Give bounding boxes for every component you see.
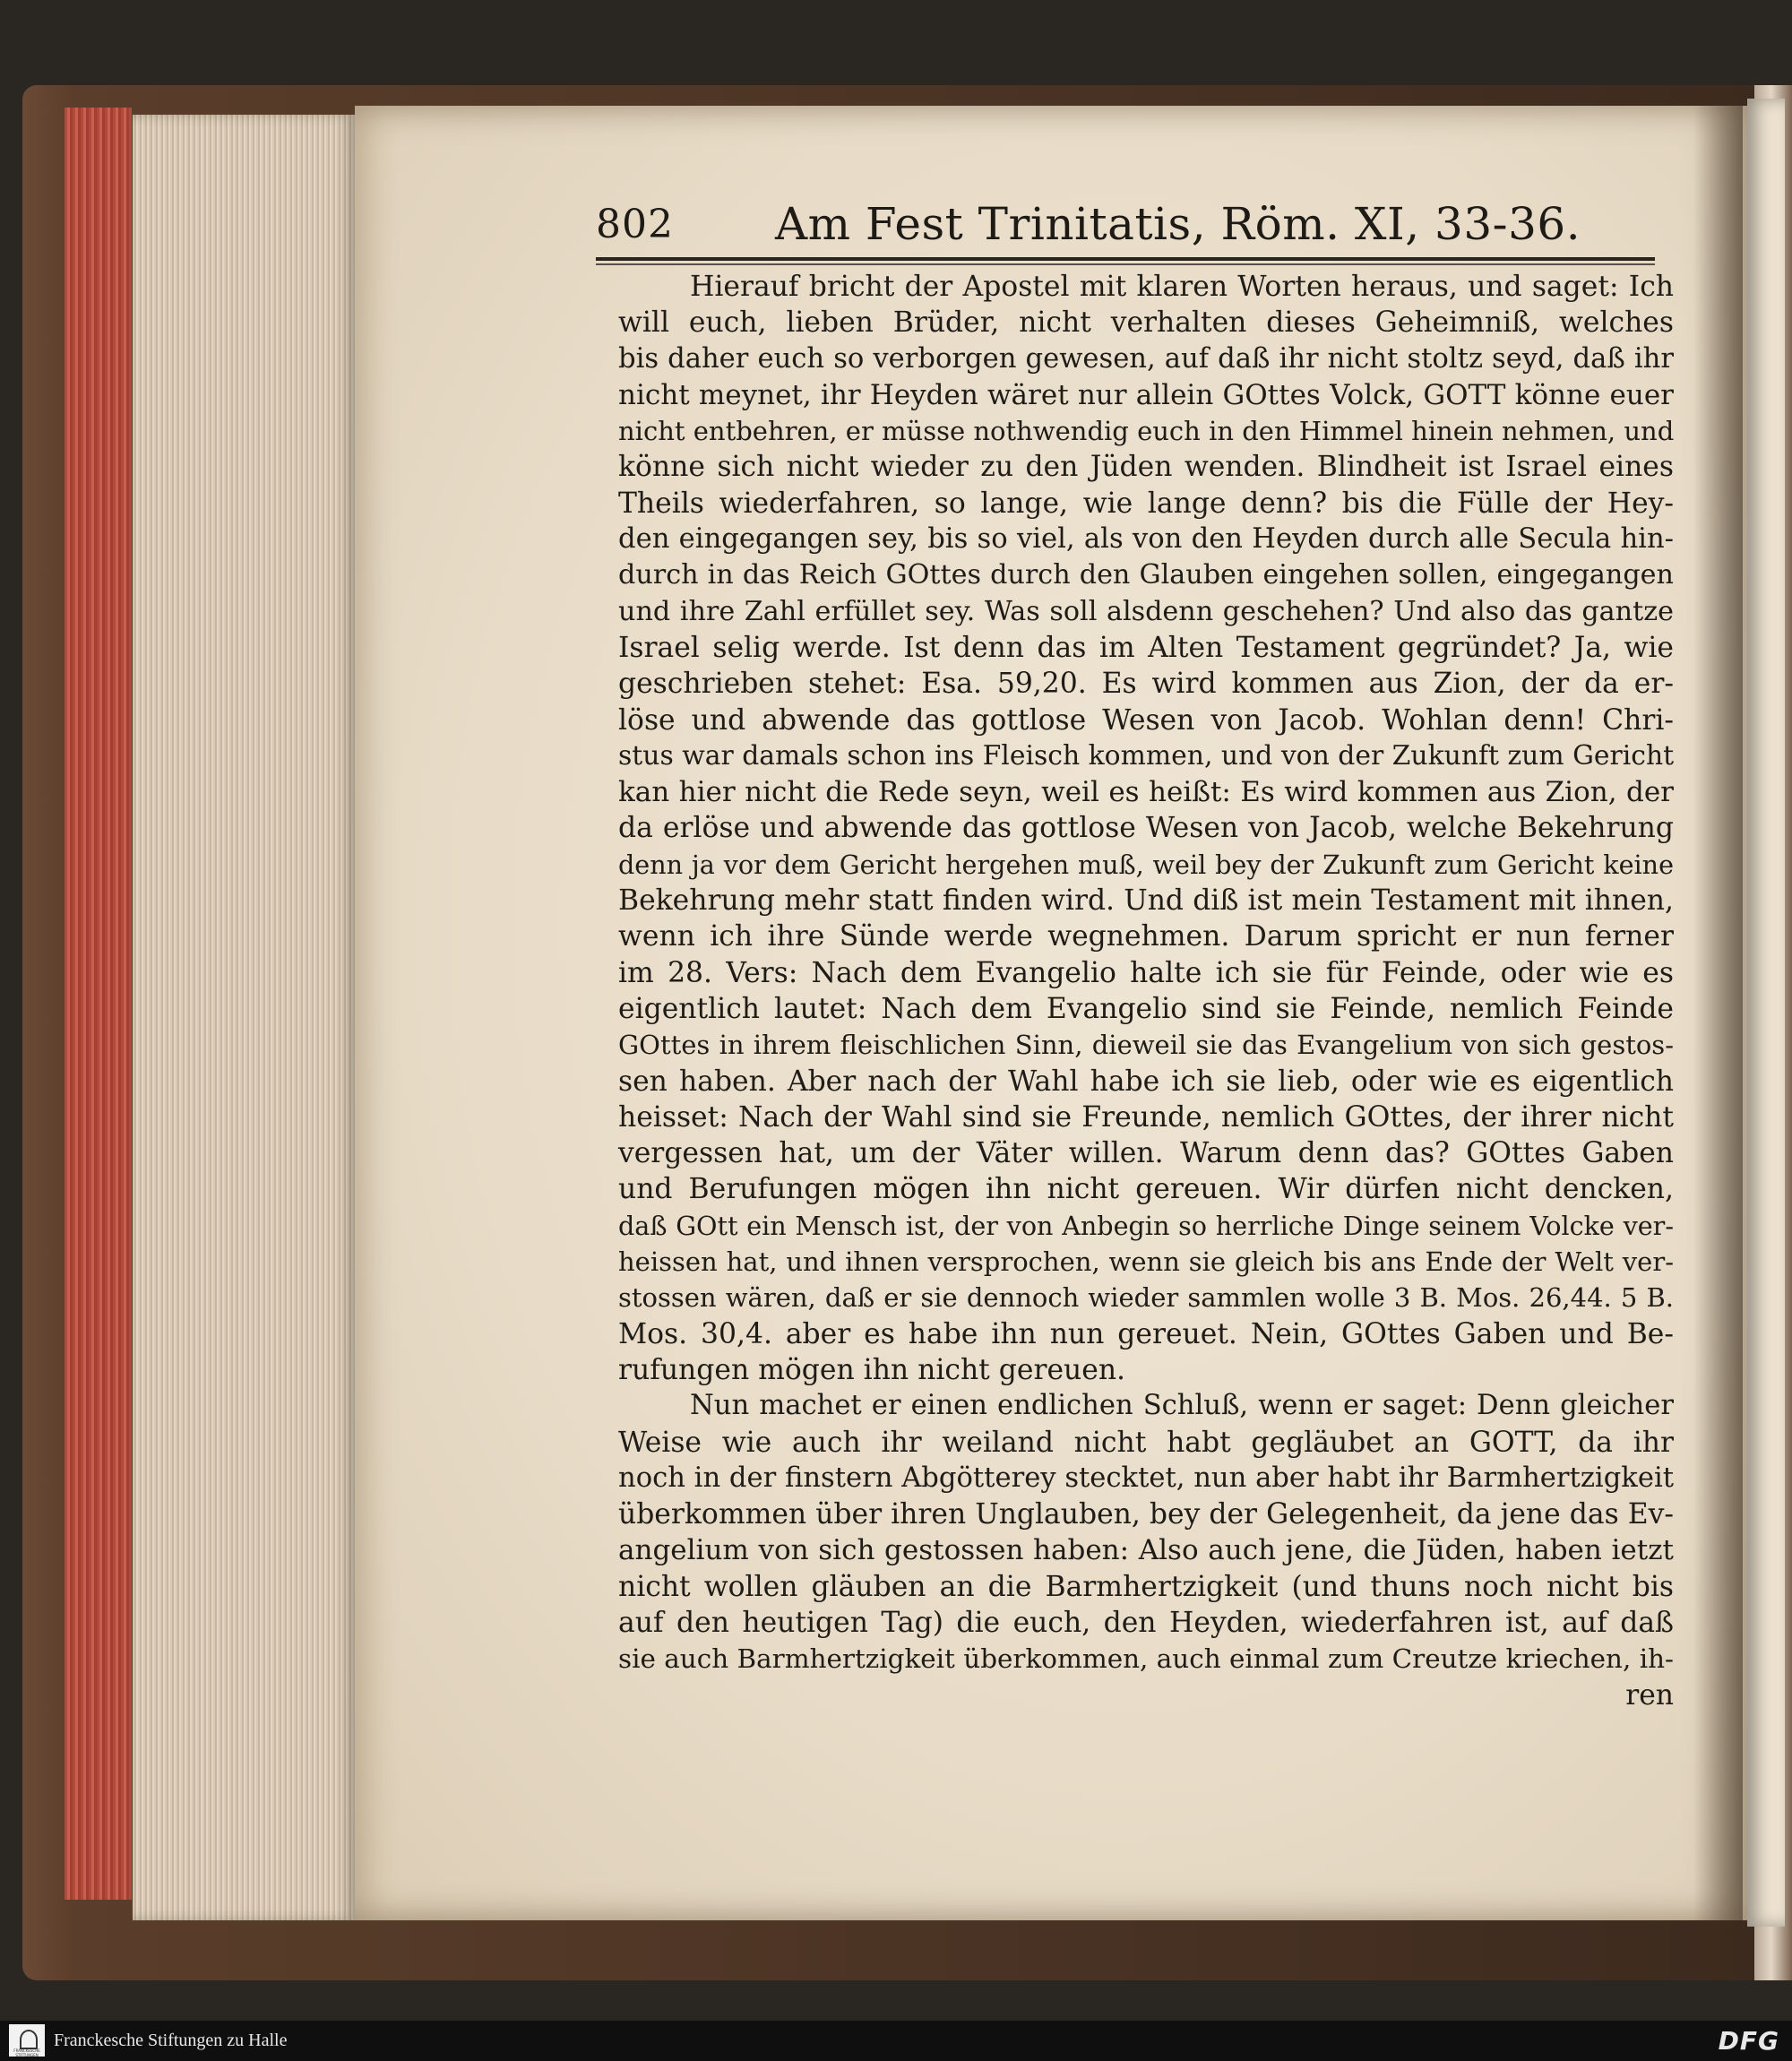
- text-line: heisset: Nach der Wahl sind sie Freunde, nemlich GOttes, der ihrer nicht: [618, 1100, 1674, 1134]
- red-page-edge: [65, 108, 132, 1900]
- text-line: Theils wiederfahren, so lange, wie lange denn? bis die Fülle der Hey-: [618, 487, 1674, 520]
- page-gutter: [1693, 106, 1743, 1920]
- text-line: Nun machet er einen endlichen Schluß, wenn er saget: Denn gleicher: [690, 1390, 1674, 1422]
- text-line: eigentlich lautet: Nach dem Evangelio sind sie Feinde, nemlich Feinde: [618, 992, 1674, 1025]
- text-line: geschrieben stehet: Esa. 59,20. Es wird kommen aus Zion, der da er-: [618, 668, 1674, 701]
- running-title: Am Fest Trinitatis, Röm. XI, 33-36.: [775, 198, 1581, 250]
- text-line: wenn ich ihre Sünde werde wegnehmen. Darum spricht er nun ferner: [618, 920, 1674, 953]
- text-line: im 28. Vers: Nach dem Evangelio halte ich sie für Feinde, oder wie es: [618, 956, 1674, 989]
- text-line: überkommen über ihren Unglauben, bey der Gelegenheit, da jene das Ev-: [618, 1498, 1674, 1531]
- text-line: da erlöse und abwende das gottlose Wesen von Jacob, welche Bekehrung: [618, 812, 1674, 845]
- text-line: auf den heutigen Tag) die euch, den Heyden, wiederfahren ist, auf daß: [618, 1606, 1674, 1639]
- text-line: GOttes in ihrem fleischlichen Sinn, dieweil sie das Evangelium von sich gestos-: [618, 1030, 1674, 1061]
- text-line: Mos. 30,4. aber es habe ihn nun gereuet. Nein, GOttes Gaben und Be-: [618, 1317, 1674, 1350]
- text-line: kan hier nicht die Rede seyn, weil es heißt: Es wird kommen aus Zion, der: [618, 776, 1674, 809]
- text-line: durch in das Reich GOttes durch den Glauben eingehen sollen, eingegangen: [618, 559, 1674, 591]
- text-line: löse und abwende das gottlose Wesen von Jacob. Wohlan denn! Chri-: [618, 703, 1674, 737]
- text-line: nicht wollen gläuben an die Barmhertzigkeit (und thuns noch nicht bis: [618, 1570, 1674, 1603]
- text-line: stus war damals schon ins Fleisch kommen, und von der Zukunft zum Gericht: [618, 739, 1675, 772]
- text-line: nicht entbehren, er müsse nothwendig euch in den Himmel hinein nehmen, und: [618, 416, 1675, 447]
- page-number: 802: [596, 202, 674, 247]
- page-stack: [133, 115, 355, 1920]
- text-line: denn ja vor dem Gericht hergehen muß, weil bey der Zukunft zum Gericht keine: [618, 849, 1674, 880]
- header-rule: [596, 257, 1655, 261]
- text-line: Hierauf bricht der Apostel mit klaren Worten heraus, und saget: Ich: [690, 271, 1674, 303]
- text-line: will euch, lieben Brüder, nicht verhalten dieses Geheimniß, welches: [618, 306, 1674, 340]
- text-line: vergessen hat, um der Väter willen. Warum denn das? GOttes Gaben: [618, 1137, 1674, 1170]
- facing-page-edge: [1747, 99, 1785, 1927]
- text-line: Israel selig werde. Ist denn das im Alten Testament gegründet? Ja, wie: [618, 631, 1674, 664]
- text-line: rufungen mögen ihn nicht gereuen.: [618, 1353, 1126, 1386]
- catchword: ren: [1625, 1678, 1674, 1712]
- text-line: noch in der finstern Abgötterey stecktet, nun aber habt ihr Barmhertzigkeit: [618, 1462, 1675, 1494]
- body-text: [618, 269, 1674, 1713]
- text-line: angelium von sich gestossen haben: Also auch jene, die Jüden, haben ietzt: [618, 1534, 1674, 1567]
- institution-name[interactable]: Franckesche Stiftungen zu Halle: [54, 2031, 288, 2050]
- text-line: daß GOtt ein Mensch ist, der von Anbegin so herrliche Dinge seinem Volcke ver-: [618, 1210, 1674, 1241]
- text-line: Weise wie auch ihr weiland nicht habt gegläubet an GOTT, da ihr: [618, 1426, 1674, 1459]
- text-line: Bekehrung mehr statt finden wird. Und diß ist mein Testament mit ihnen,: [618, 884, 1674, 918]
- viewer-footer: [0, 2021, 1792, 2061]
- dfg-logo[interactable]: DFG: [1718, 2026, 1779, 2056]
- text-line: bis daher euch so verborgen gewesen, auf daß ihr nicht stoltz seyd, daß ihr: [618, 342, 1674, 375]
- text-line: nicht meynet, ihr Heyden wäret nur allein GOttes Volck, GOTT könne euer: [618, 378, 1674, 411]
- text-line: sen haben. Aber nach der Wahl habe ich sie lieb, oder wie es eigentlich: [618, 1065, 1674, 1098]
- logo-caption: FRANCKESCHE STIFTUNGEN: [13, 2048, 40, 2057]
- text-line: stossen wären, daß er sie dennoch wieder sammlen wolle 3 B. Mos. 26,44. 5 B.: [618, 1282, 1674, 1314]
- text-line: könne sich nicht wieder zu den Jüden wenden. Blindheit ist Israel eines: [618, 451, 1674, 484]
- text-line: und Berufungen mögen ihn nicht gereuen. Wir dürfen nicht dencken,: [618, 1173, 1674, 1206]
- text-line: heissen hat, und ihnen versprochen, wenn sie gleich bis ans Ende der Welt ver-: [618, 1246, 1674, 1278]
- text-line: sie auch Barmhertzigkeit überkommen, auch einmal zum Creutze kriechen, ih-: [618, 1643, 1674, 1675]
- institution-logo[interactable]: [9, 2024, 45, 2057]
- text-line: den eingegangen sey, bis so viel, als von den Heyden durch alle Secula hin-: [618, 523, 1674, 556]
- text-line: und ihre Zahl erfüllet sey. Was soll alsdenn geschehen? Und also das gantze: [618, 595, 1674, 627]
- header-rule-thin: [596, 263, 1655, 265]
- page-header: [596, 198, 1662, 257]
- logo-icon: [20, 2030, 38, 2049]
